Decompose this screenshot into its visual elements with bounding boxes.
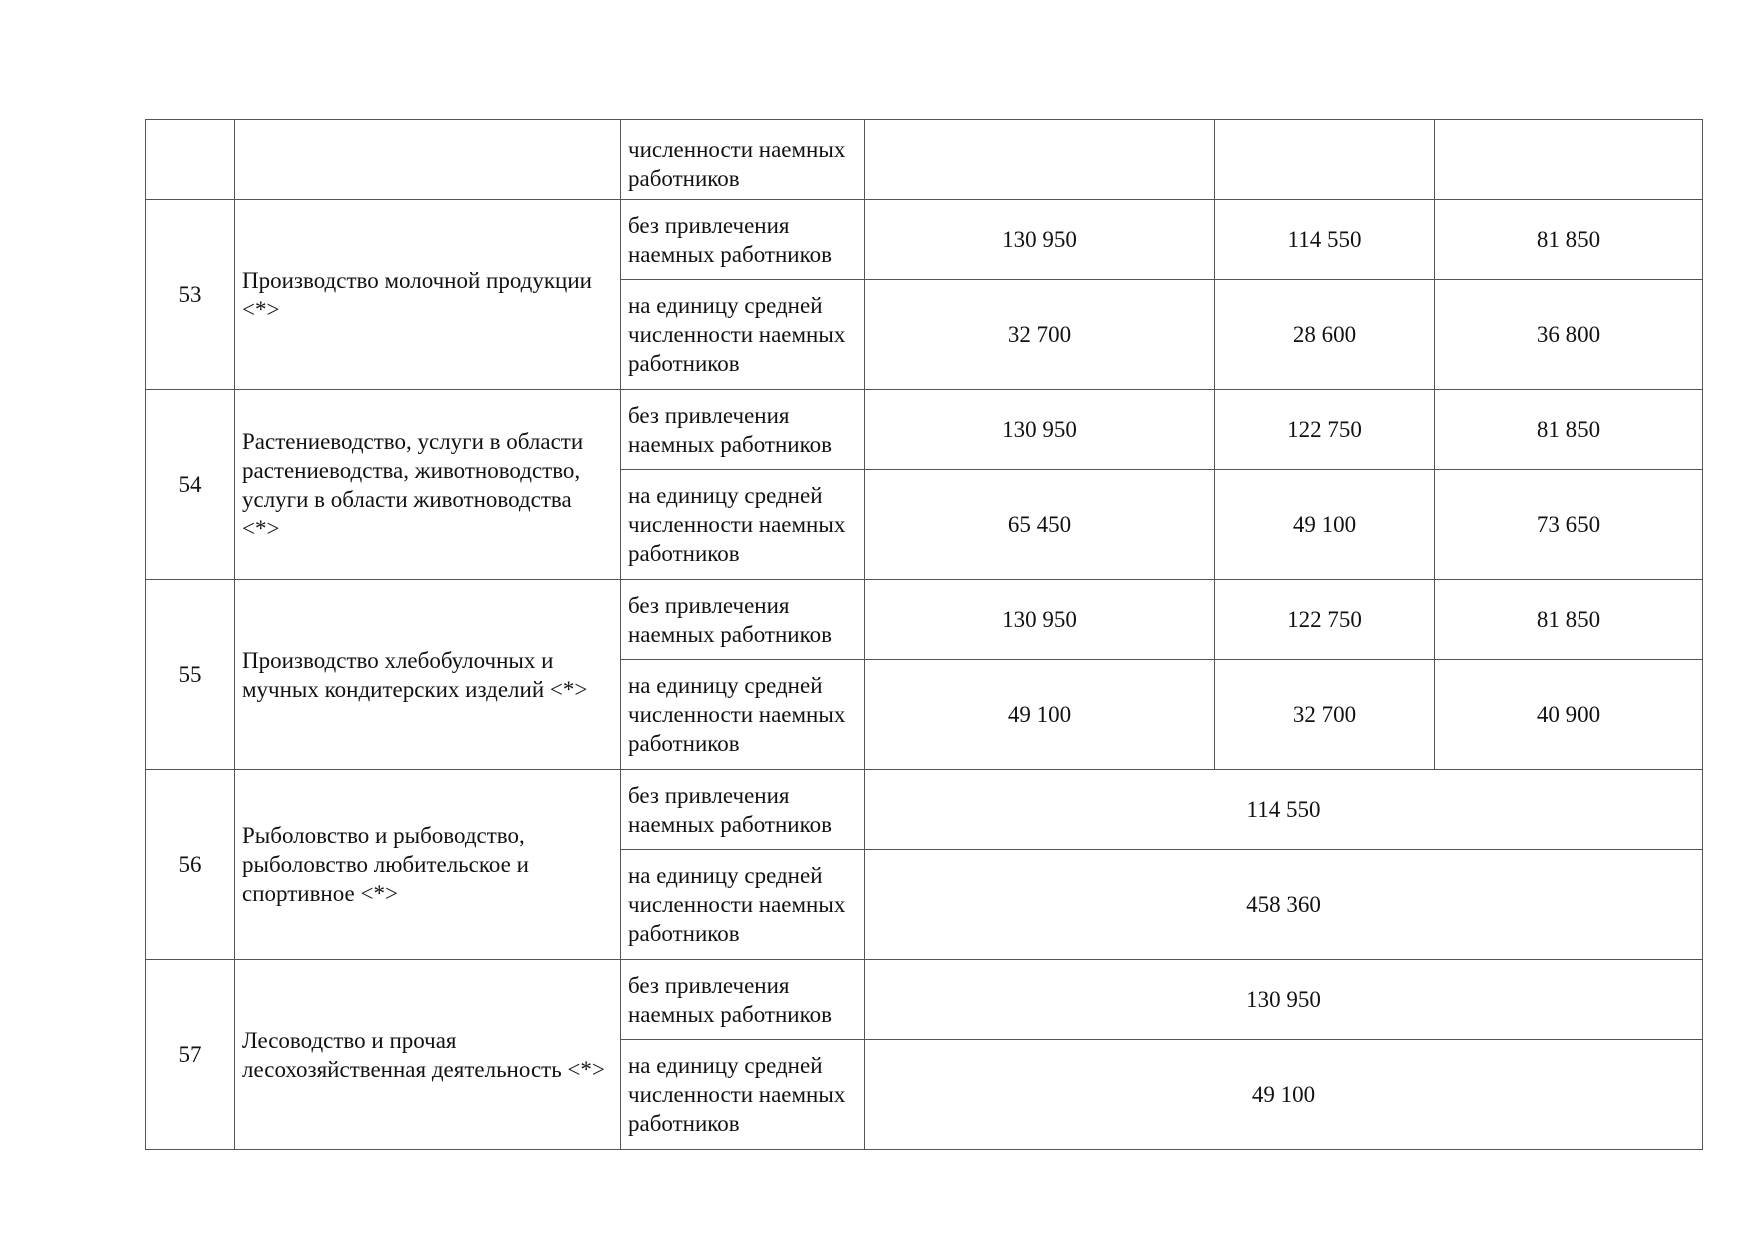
activity-name-cell: [235, 120, 621, 200]
activity-name-cell: Производство молочной продукции <*>: [235, 200, 621, 390]
value-cell: 81 850: [1435, 200, 1703, 280]
value-cell: 65 450: [865, 470, 1215, 580]
condition-cell: численности наемных работников: [621, 120, 865, 200]
row-number-cell: 54: [146, 390, 235, 580]
table-row: [146, 770, 1703, 850]
row-number-cell: [146, 120, 235, 200]
row-number-cell: 57: [146, 960, 235, 1150]
table-row: [146, 580, 1703, 660]
value-cell: 36 800: [1435, 280, 1703, 390]
value-cell: 28 600: [1215, 280, 1435, 390]
row-number-cell: 55: [146, 580, 235, 770]
merged-value-cell: 458 360: [865, 850, 1703, 960]
condition-cell: на единицу средней численности наемных работников: [621, 1040, 865, 1150]
value-cell: [1215, 120, 1435, 200]
row-number-cell: 53: [146, 200, 235, 390]
row-number-cell: 56: [146, 770, 235, 960]
value-cell: 49 100: [1215, 470, 1435, 580]
condition-cell: без привлечения наемных работников: [621, 960, 865, 1040]
condition-cell: на единицу средней численности наемных работников: [621, 470, 865, 580]
value-cell: 32 700: [865, 280, 1215, 390]
merged-value-cell: 130 950: [865, 960, 1703, 1040]
value-cell: 130 950: [865, 390, 1215, 470]
activity-name-cell: Производство хлебобулочных и мучных кондитерских изделий <*>: [235, 580, 621, 770]
value-cell: 122 750: [1215, 580, 1435, 660]
value-cell: 40 900: [1435, 660, 1703, 770]
table-row: [146, 960, 1703, 1040]
activity-name-cell: Рыболовство и рыбоводство, рыболовство любительское и спортивное <*>: [235, 770, 621, 960]
value-cell: 32 700: [1215, 660, 1435, 770]
activity-name-cell: Растениеводство, услуги в области растениеводства, животноводство, услуги в области животноводства <*>: [235, 390, 621, 580]
tax-rates-table: [145, 119, 1703, 1150]
merged-value-cell: 114 550: [865, 770, 1703, 850]
value-cell: 73 650: [1435, 470, 1703, 580]
condition-cell: без привлечения наемных работников: [621, 390, 865, 470]
value-cell: 81 850: [1435, 390, 1703, 470]
value-cell: 81 850: [1435, 580, 1703, 660]
value-cell: 49 100: [865, 660, 1215, 770]
condition-cell: на единицу средней численности наемных работников: [621, 280, 865, 390]
condition-cell: на единицу средней численности наемных работников: [621, 850, 865, 960]
value-cell: [865, 120, 1215, 200]
condition-cell: без привлечения наемных работников: [621, 770, 865, 850]
value-cell: 122 750: [1215, 390, 1435, 470]
condition-cell: без привлечения наемных работников: [621, 200, 865, 280]
condition-cell: без привлечения наемных работников: [621, 580, 865, 660]
value-cell: [1435, 120, 1703, 200]
table-row: [146, 390, 1703, 470]
value-cell: 130 950: [865, 580, 1215, 660]
condition-cell: на единицу средней численности наемных работников: [621, 660, 865, 770]
merged-value-cell: 49 100: [865, 1040, 1703, 1150]
table-row-continued: [146, 120, 1703, 200]
value-cell: 114 550: [1215, 200, 1435, 280]
value-cell: 130 950: [865, 200, 1215, 280]
activity-name-cell: Лесоводство и прочая лесохозяйственная деятельность <*>: [235, 960, 621, 1150]
table-row: [146, 200, 1703, 280]
